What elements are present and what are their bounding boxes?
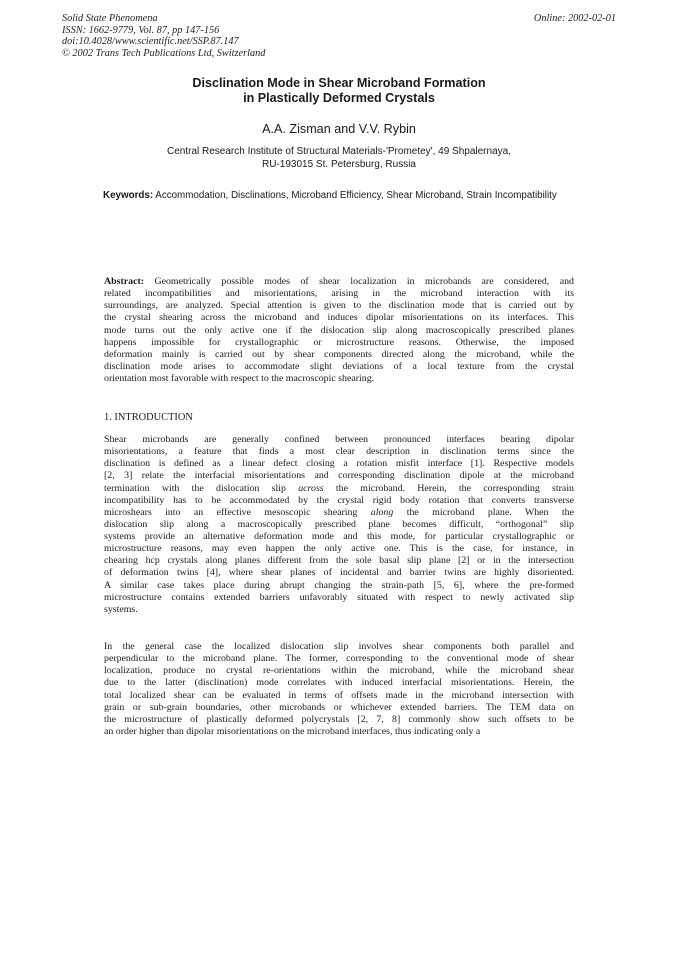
text-line: misorientations, a feature that finds a most clear description in disclination terms since the [104,446,574,458]
journal-header [62,13,265,59]
text-line: Abstract: Geometrically possible modes of shear localization in microbands are considered, and [104,276,574,287]
title-line: in Plastically Deformed Crystals [243,91,435,105]
text-line: dislocation slip along a macroscopically prescribed plane becomes difficult, “orthogonal” slip [104,518,574,530]
affiliation-line: RU-193015 St. Petersburg, Russia [262,158,416,170]
text-line: Shear microbands are generally confined between pronounced interfaces bearing dipolar [104,434,574,445]
journal-name: Solid State Phenomena [62,13,158,24]
text-line: [2, 3] relate the interfacial misorientations and corresponding disclination dipole at the microband [104,470,574,482]
text-line: surroundings, are analyzed. Special attention is given to the disclination mode that is carried out by [104,300,574,312]
affiliation [0,146,678,171]
paper-title [0,76,678,106]
text-line: systems. [104,603,138,615]
text-line: mode turns out the only active one if the dislocation slip along macroscopically prescribed planes [104,324,574,336]
text-line: grain or sub-grain boundaries, other microbands or whichever extended barriers. The TEM data on [104,701,574,713]
text-line: total localized shear can be evaluated in terms of offsets made in the microband intersection with [104,689,574,701]
keywords-text: Accommodation, Disclinations, Microband Efficiency, Shear Microband, Strain Incompatibility [155,190,557,201]
text-line: microstructure reasons, may even happen the only active one. This is the case, for instance, in [104,543,574,555]
keywords [103,190,575,203]
title-line: Disclination Mode in Shear Microband Formation [192,76,486,90]
text-line: disclination is defined as a linear defect closing a rotation misfit interface [1]. Respective models [104,458,574,470]
text-line: the microstructure of plastically deformed polycrystals [2, 7, 8] commonly show such offsets to be [104,713,574,725]
text-line: systems provide an alternative deformation mode and this mode, for particular crystallographic or [104,531,574,542]
section-heading: 1. INTRODUCTION [104,412,193,423]
abstract-label: Abstract: [104,276,155,287]
doi-line: doi:10.4028/www.scientific.net/SSP.87.147 [62,36,239,48]
text-line: of deformation twins [4], where shear planes of incidental and barrier twins are highly disoriented. [104,567,574,579]
text-line: an order higher than dipolar misorientations on the microband interfaces, thus indicating only a [104,725,481,737]
text-line: related incompatibilities and misorientations, arising in the microband interaction with its [104,288,574,300]
text-line: disclination mode arises to accommodate slight deviations of a local texture from the crystal [104,360,574,372]
text-line: orientation most favorable with respect to the macroscopic shearing. [104,373,375,384]
text-line: In the general case the localized dislocation slip involves shear components both parallel and [104,641,574,652]
introduction-paragraph [104,434,574,616]
text-line: the crystal shearing across the microband and induces dipolar misorientations on its interfaces. This [104,312,574,324]
text-line: incompatibility has to be accommodated by the crystal rigid body rotation that converts transverse [104,494,574,506]
text-line: happens impossible for crystallographic or microstructure reasons. Otherwise, the imposed [104,336,574,348]
text-line: microstructure contains extended barriers unfavorably situated with respect to newly activated slip [104,591,574,603]
online-date: Online: 2002-02-01 [533,13,616,24]
text-line: chearing hcp crystals along planes different from the sole basal slip plane [2] or in the intersection [104,555,574,567]
text-line: deformation mainly is carried out by shear components directed along the microband, while the [104,348,574,360]
introduction-paragraph [104,641,574,738]
issn-line: ISSN: 1662-9779, Vol. 87, pp 147-156 [62,24,220,36]
text-line: perpendicular to the microband plane. The former, corresponding to the conventional mode of shear [104,653,574,665]
affiliation-line: Central Research Institute of Structural Materials-'Prometey', 49 Shpalernaya, [167,146,511,157]
text-line: due to the latter (disclination) mode correlates with induced interfacial misorientations. Herein, the [104,677,574,689]
text-line: A similar case takes place during abrupt changing the strain-path [5, 6], where the pre-formed [104,579,574,591]
copyright-line: © 2002 Trans Tech Publications Ltd, Switzerland [62,47,266,59]
text-line: termination with the dislocation slip across the microband. Herein, the corresponding strain [104,482,574,494]
text-line: microshears into an effective mesoscopic shearing along the microband plane. When the [104,506,574,518]
authors: A.A. Zisman and V.V. Rybin [262,122,416,136]
abstract [104,276,574,385]
keywords-label: Keywords: [103,190,154,201]
text-line: localization, produce no crystal re-orientations within the microband, while the microband shear [104,665,574,677]
